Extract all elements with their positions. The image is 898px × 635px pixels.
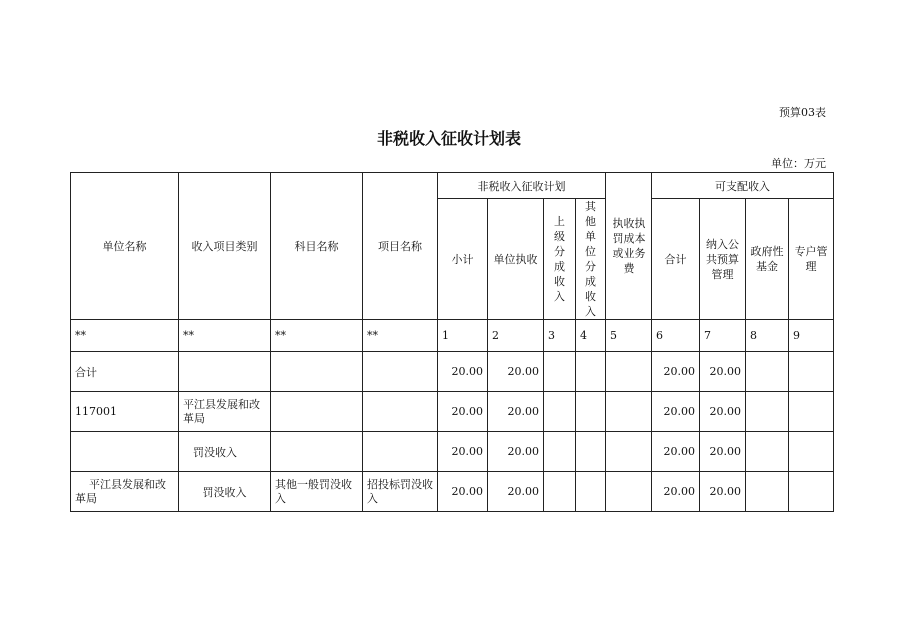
- cell-gov-fund: [746, 432, 789, 472]
- cell-category: 罚没收入: [179, 472, 271, 512]
- cell-project: [363, 352, 438, 392]
- cell-special: [789, 392, 834, 432]
- header-gov-fund-text: 政府性基金: [750, 245, 784, 273]
- cell-unit-name: 117001: [71, 392, 179, 432]
- header-unit-name: 单位名称: [71, 173, 179, 320]
- cell-superior: [544, 472, 576, 512]
- header-public-budget: [700, 199, 746, 320]
- index-cell: 6: [652, 320, 700, 352]
- index-cell: 3: [544, 320, 576, 352]
- cell-subject: [271, 432, 363, 472]
- cell-public-budget: 20.00: [700, 392, 746, 432]
- cell-subject: 其他一般罚没收入: [271, 472, 363, 512]
- header-enforcement-cost-text: 执收执罚成本或业务费: [612, 217, 646, 275]
- header-subject-name: 科目名称: [271, 173, 363, 320]
- cell-subject: [271, 352, 363, 392]
- header-row-1: [71, 173, 834, 199]
- header-enforcement-cost: [606, 173, 652, 320]
- cell-category: [179, 352, 271, 392]
- cell-superior: [544, 432, 576, 472]
- table-row: [71, 352, 834, 392]
- cell-total: 20.00: [652, 392, 700, 432]
- header-unit-collection: 单位执收: [488, 199, 544, 320]
- cell-total: 20.00: [652, 432, 700, 472]
- cell-total: 20.00: [652, 472, 700, 512]
- index-cell: 1: [438, 320, 488, 352]
- header-superior-share-text: 上级分成收入: [554, 215, 565, 303]
- cell-superior: [544, 352, 576, 392]
- cell-other: [576, 352, 606, 392]
- cell-unit-collection: 20.00: [488, 352, 544, 392]
- cell-public-budget: 20.00: [700, 352, 746, 392]
- cell-superior: [544, 392, 576, 432]
- cell-category: 平江县发展和改革局: [179, 392, 271, 432]
- page-title: 非税收入征收计划表: [376, 129, 521, 148]
- cell-public-budget: 20.00: [700, 472, 746, 512]
- cell-gov-fund: [746, 392, 789, 432]
- unit-label: 单位：万元: [771, 157, 826, 170]
- cell-project: [363, 432, 438, 472]
- index-cell: 2: [488, 320, 544, 352]
- header-plan-group: 非税收入征收计划: [438, 173, 606, 199]
- cell-unit-collection: 20.00: [488, 432, 544, 472]
- cell-cost: [606, 392, 652, 432]
- cell-project: [363, 392, 438, 432]
- cell-unit-name: 合计: [71, 352, 179, 392]
- cell-other: [576, 472, 606, 512]
- cell-unit-name: [71, 432, 179, 472]
- index-cell: 5: [606, 320, 652, 352]
- cell-total: 20.00: [652, 352, 700, 392]
- index-cell: 9: [789, 320, 834, 352]
- header-superior-share: [544, 199, 576, 320]
- cell-cost: [606, 352, 652, 392]
- header-special-mgmt-text: 专户管理: [794, 245, 828, 273]
- table-row: [71, 392, 834, 432]
- header-special-mgmt: [789, 199, 834, 320]
- cell-gov-fund: [746, 472, 789, 512]
- header-gov-fund: [746, 199, 789, 320]
- index-cell: 8: [746, 320, 789, 352]
- cell-category: 罚没收入: [179, 432, 271, 472]
- index-cell: **: [271, 320, 363, 352]
- cell-special: [789, 352, 834, 392]
- cell-unit-name: 平江县发展和改革局: [71, 472, 179, 512]
- cell-subtotal: 20.00: [438, 472, 488, 512]
- cell-subtotal: 20.00: [438, 392, 488, 432]
- index-cell: 4: [576, 320, 606, 352]
- cell-cost: [606, 472, 652, 512]
- cell-unit-collection: 20.00: [488, 392, 544, 432]
- index-cell: **: [179, 320, 271, 352]
- form-code: 预算03表: [779, 106, 826, 119]
- plan-table: [70, 172, 834, 512]
- cell-other: [576, 392, 606, 432]
- cell-special: [789, 432, 834, 472]
- table-row: [71, 472, 834, 512]
- index-cell: **: [71, 320, 179, 352]
- index-cell: 7: [700, 320, 746, 352]
- cell-subtotal: 20.00: [438, 432, 488, 472]
- cell-special: [789, 472, 834, 512]
- cell-unit-collection: 20.00: [488, 472, 544, 512]
- header-other-unit-share-text: 其他单位分成收入: [585, 200, 596, 318]
- cell-subject: [271, 392, 363, 432]
- header-project-name: 项目名称: [363, 173, 438, 320]
- header-public-budget-text: 纳入公共预算管理: [706, 237, 739, 281]
- cell-other: [576, 432, 606, 472]
- header-subtotal: 小计: [438, 199, 488, 320]
- cell-cost: [606, 432, 652, 472]
- header-other-unit-share: [576, 199, 606, 320]
- table-row: [71, 432, 834, 472]
- cell-subtotal: 20.00: [438, 352, 488, 392]
- cell-gov-fund: [746, 352, 789, 392]
- header-disposable-group: 可支配收入: [652, 173, 834, 199]
- header-total: 合计: [652, 199, 700, 320]
- index-cell: **: [363, 320, 438, 352]
- index-row: [71, 320, 834, 352]
- header-income-category: 收入项目类别: [179, 173, 271, 320]
- cell-public-budget: 20.00: [700, 432, 746, 472]
- cell-project: 招投标罚没收入: [363, 472, 438, 512]
